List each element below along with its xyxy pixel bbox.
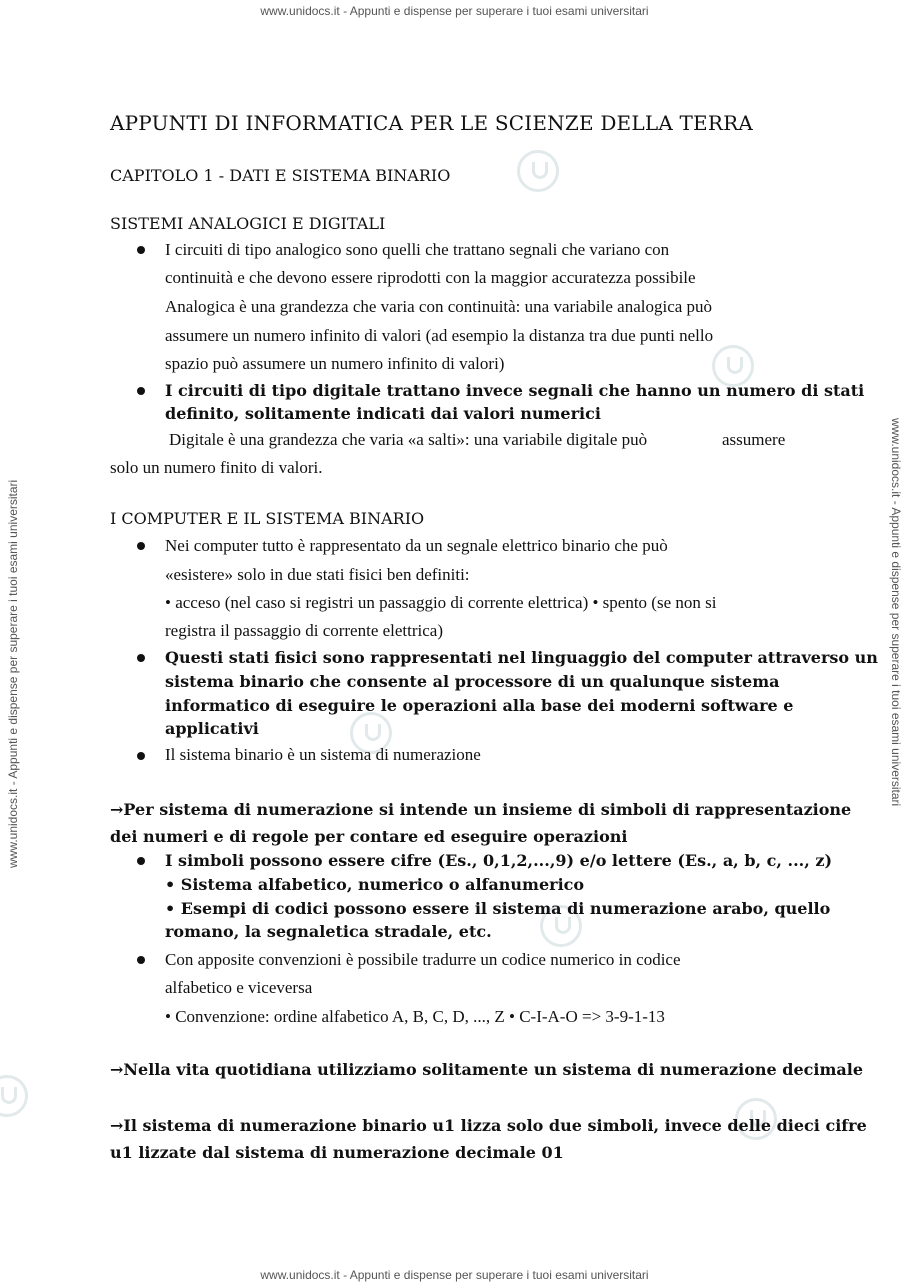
text-line: definito, solitamente indicati dai valori numerici (165, 404, 601, 423)
text-line: I circuiti di tipo analogico sono quelli che trattano segnali che variano con (165, 240, 670, 259)
text-line: continuità e che devono essere riprodotti con la maggior accuratezza possibile (165, 268, 696, 287)
text-line: →Nella vita quotidiana utilizziamo solitamente un sistema di numerazione decimale (110, 1060, 864, 1079)
text-line: assumere (722, 430, 786, 449)
section-heading-analog-digital: SISTEMI ANALOGICI E DIGITALI (110, 214, 386, 233)
text-line: assumere un numero infinito di valori (ad esempio la distanza tra due punti nello (165, 326, 714, 345)
bullet-dot (137, 956, 145, 964)
text-line: Analogica è una grandezza che varia con continuità: una variabile analogica può (165, 297, 713, 316)
text-line: →Per sistema di numerazione si intende un insieme di simboli di rappresentazione (110, 800, 852, 819)
unidocs-logo-icon (0, 1075, 28, 1117)
bullet-dot (137, 246, 145, 254)
watermark-right: www.unidocs.it - Appunti e dispense per superare i tuoi esami universitari (889, 418, 903, 807)
bullet-dot (137, 387, 145, 395)
text-line: informatico di eseguire le operazioni alla base dei moderni software e (165, 696, 794, 715)
text-line: romano, la segnaletica stradale, etc. (165, 922, 492, 941)
bullet-dot (137, 857, 145, 865)
text-line: alfabetico e viceversa (165, 978, 313, 997)
text-line: Nei computer tutto è rappresentato da un segnale elettrico binario che può (165, 536, 668, 555)
text-line: • Convenzione: ordine alfabetico A, B, C, D, ..., Z • C-I-A-O => 3-9-1-13 (165, 1007, 665, 1026)
document-title: APPUNTI DI INFORMATICA PER LE SCIENZE DELLA TERRA (110, 111, 754, 135)
text-line: solo un numero finito di valori. (110, 458, 323, 477)
text-line: u1 lizzate dal sistema di numerazione decimale 01 (110, 1143, 564, 1162)
text-line: dei numeri e di regole per contare ed eseguire operazioni (110, 827, 628, 846)
text-line: Questi stati fisici sono rappresentati nel linguaggio del computer attraverso un (165, 648, 878, 667)
bullet-dot (137, 752, 145, 760)
text-line: «esistere» solo in due stati fisici ben definiti: (165, 565, 470, 584)
text-line: →Il sistema di numerazione binario u1 lizza solo due simboli, invece delle dieci cifre (110, 1116, 867, 1135)
text-line: registra il passaggio di corrente elettrica) (165, 621, 444, 640)
text-line: • acceso (nel caso si registri un passaggio di corrente elettrica) • spento (se non si (165, 593, 717, 612)
section-heading-computer-binary: I COMPUTER E IL SISTEMA BINARIO (110, 509, 425, 528)
bullet-dot (137, 542, 145, 550)
text-line: I simboli possono essere cifre (Es., 0,1,2,...,9) e/o lettere (Es., a, b, c, ..., z) (165, 851, 833, 870)
text-line: applicativi (165, 719, 259, 738)
text-line: spazio può assumere un numero infinito di valori) (165, 354, 505, 373)
text-line: Il sistema binario è un sistema di numerazione (165, 745, 481, 764)
text-line: • Sistema alfabetico, numerico o alfanumerico (165, 875, 585, 894)
unidocs-logo-icon (517, 150, 559, 192)
watermark-left: www.unidocs.it - Appunti e dispense per superare i tuoi esami universitari (6, 479, 20, 868)
watermark-bottom: www.unidocs.it - Appunti e dispense per superare i tuoi esami universitari (260, 1268, 649, 1282)
watermark-top: www.unidocs.it - Appunti e dispense per superare i tuoi esami universitari (260, 4, 649, 18)
text-line: sistema binario che consente al processore di un qualunque sistema (165, 672, 780, 691)
text-line: Con apposite convenzioni è possibile tradurre un codice numerico in codice (165, 950, 681, 969)
bullet-dot (137, 654, 145, 662)
text-line: I circuiti di tipo digitale trattano invece segnali che hanno un numero di stati (165, 381, 865, 400)
text-line: Digitale è una grandezza che varia «a salti»: una variabile digitale può (169, 430, 648, 449)
chapter-heading: CAPITOLO 1 - DATI E SISTEMA BINARIO (110, 166, 451, 185)
text-line: • Esempi di codici possono essere il sistema di numerazione arabo, quello (165, 899, 831, 918)
